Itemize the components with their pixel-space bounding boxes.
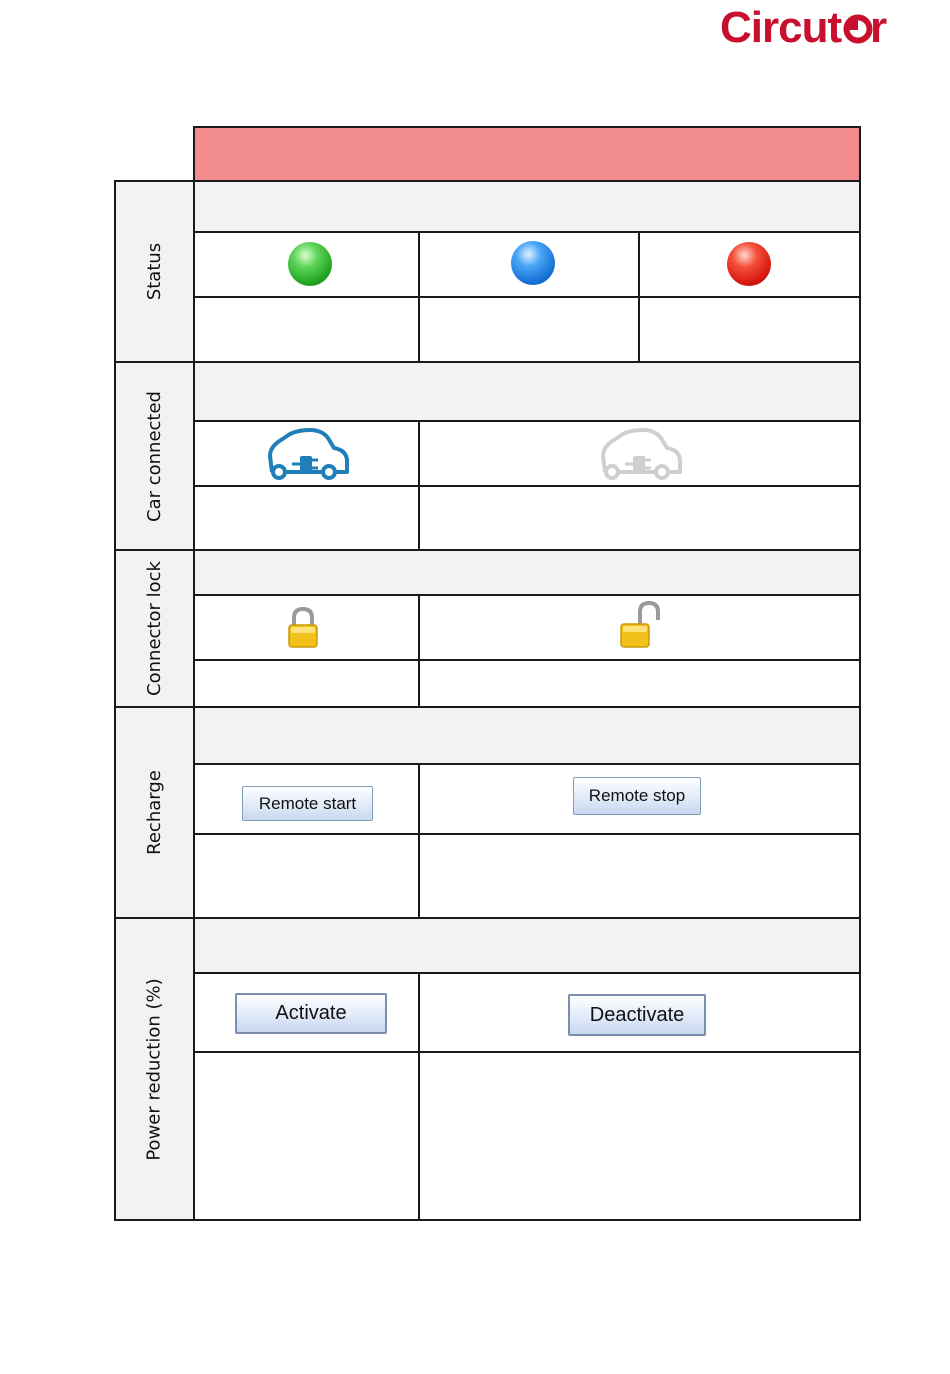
status-header-band: [195, 181, 859, 231]
table-border: [194, 126, 860, 128]
lock-header-band: [195, 551, 859, 594]
deactivate-button[interactable]: Deactivate: [568, 994, 706, 1036]
table-rule: [194, 1051, 860, 1053]
table-rule: [194, 972, 860, 974]
column-divider: [418, 972, 420, 1220]
table-rule: [194, 594, 860, 596]
table-rule: [194, 420, 860, 422]
table-rule: [194, 485, 860, 487]
table-border: [193, 126, 195, 1221]
recharge-row-label: Recharge: [144, 770, 166, 855]
circutor-logo-mark: [718, 0, 898, 52]
car-connected-icon: [264, 426, 354, 484]
table-header-band: [195, 128, 859, 180]
table-border: [114, 180, 860, 182]
power-reduction-row-label: Power reduction (%): [144, 977, 165, 1161]
table-rule: [194, 763, 860, 765]
red-status-led-icon: [727, 242, 771, 286]
column-divider: [418, 420, 420, 550]
table-rule: [194, 231, 860, 233]
padlock-closed-icon: [286, 606, 320, 650]
table-border: [114, 549, 860, 551]
column-divider: [418, 763, 420, 918]
table-border: [114, 706, 860, 708]
table-rule: [194, 659, 860, 661]
circutor-logo: [718, 0, 898, 52]
svg-text:Circut: Circut: [720, 3, 842, 52]
status-row-label: Status: [143, 242, 165, 301]
padlock-open-icon: [618, 600, 662, 650]
power-header-band: [195, 919, 859, 972]
table-border: [859, 126, 861, 1221]
blue-status-led-icon: [511, 241, 555, 285]
svg-text:r: r: [870, 3, 888, 52]
column-divider: [418, 231, 420, 362]
recharge-header-band: [195, 708, 859, 763]
car-connected-row-label: Car connected: [144, 390, 166, 522]
remote-stop-button[interactable]: Remote stop: [573, 777, 701, 815]
column-divider: [638, 231, 640, 362]
table-border: [114, 917, 860, 919]
remote-start-button[interactable]: Remote start: [242, 786, 373, 821]
column-divider: [418, 594, 420, 707]
activate-button[interactable]: Activate: [235, 993, 387, 1034]
table-border: [114, 361, 860, 363]
car-header-band: [195, 363, 859, 420]
car-disconnected-icon: [597, 426, 687, 484]
connector-lock-row-label: Connector lock: [144, 561, 165, 696]
green-status-led-icon: [288, 242, 332, 286]
table-rule: [194, 296, 860, 298]
table-border: [114, 1219, 860, 1221]
table-rule: [194, 833, 860, 835]
